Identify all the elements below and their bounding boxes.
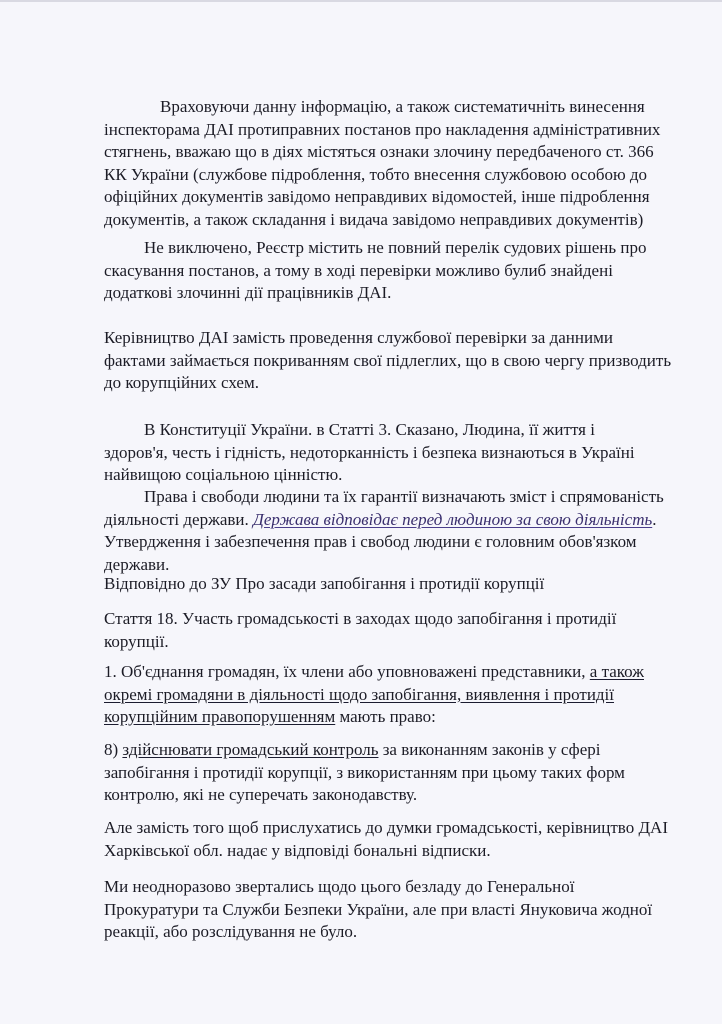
text-line: Ми неодноразово звертались щодо цього безладу до Генеральної <box>104 877 575 896</box>
text-segment: за виконанням законів у сфері <box>378 740 601 759</box>
text-line: Відповідно до ЗУ Про засади запобігання і протидії корупції <box>104 574 545 593</box>
text-segment: 1. Об'єднання громадян, їх члени або уповноважені представники, <box>104 662 590 681</box>
text-line: додаткові злочинні дії працівників ДАІ. <box>104 283 392 302</box>
text-line: реакції, або розслідування не було. <box>104 922 358 941</box>
text-segment: діяльності держави. <box>104 509 254 529</box>
text-line: офіційних документів завідомо неправдивих відомостей, інше підроблення <box>104 187 650 206</box>
text-line: Але замість того щоб прислухатись до думки громадськості, керівництво ДАІ <box>104 818 668 837</box>
text-line: Стаття 18. Участь громадськості в заходах щодо запобігання і протидії <box>104 609 617 628</box>
text-line: Керівництво ДАІ замість проведення службової перевірки за данними <box>104 328 613 347</box>
text-line: Не виключено, Реєстр містить не повний перелік судових рішень про <box>144 238 647 257</box>
paragraph-constitution <box>104 419 684 487</box>
text-segment: . <box>652 509 657 529</box>
text-line: Утвердження і забезпечення прав і свобод людини є головним обов'язком <box>104 532 637 551</box>
text-line: Прокуратури та Служби Безпеки України, але при власті Януковича жодної <box>104 899 653 919</box>
italic-underlined-quote: Держава відповідає перед людиною за свою діяльність <box>253 509 653 529</box>
text-line <box>104 739 684 762</box>
paragraph-clause-1 <box>104 661 684 729</box>
paragraph-law-reference <box>104 573 684 596</box>
paragraph-registry <box>104 237 684 305</box>
text-line <box>104 661 684 684</box>
paragraph-clause-8 <box>104 739 684 807</box>
underlined-text: окремі громадяни в діяльності щодо запобігання, виявлення і протидії <box>104 684 615 704</box>
text-line: запобігання і протидії корупції, з використанням при цьому таких форм <box>104 762 625 782</box>
text-line: найвищою соціальною цінністю. <box>104 465 343 484</box>
text-line: скасування постанов, а тому в ході перевірки можливо булиб знайдені <box>104 260 613 280</box>
underlined-text: здійснювати громадський контроль <box>122 740 379 759</box>
text-line: фактами займається покриванням свої підлеглих, що в свою чергу призводить <box>104 350 672 370</box>
underlined-text: а також <box>589 662 644 681</box>
text-line: інспекторама ДАІ протиправних постанов про накладення адміністративних <box>104 119 661 139</box>
underlined-text: корупційним правопорушенням <box>104 707 336 726</box>
text-line: Права і свободи людини та їх гарантії визначають зміст і спрямованість <box>144 487 664 506</box>
paragraph-appeals <box>104 876 684 944</box>
paragraph-management <box>104 327 684 395</box>
text-line: корупції. <box>104 631 169 651</box>
text-line: стягнень, вважаю що в діях містяться ознаки злочину передбаченого ст. 366 <box>104 142 654 161</box>
text-line: до корупційних схем. <box>104 373 259 392</box>
paragraph-art-366 <box>104 96 684 231</box>
text-line: В Конституції України. в Статті 3. Сказано, Людина, її життя і <box>144 420 595 439</box>
text-line <box>104 509 684 532</box>
text-line <box>104 706 684 729</box>
text-line: контролю, які не суперечать законодавству. <box>104 785 418 804</box>
page-top-edge <box>0 0 722 2</box>
text-line <box>104 684 684 707</box>
text-segment: мають право: <box>335 707 436 726</box>
text-segment: 8) <box>104 740 123 759</box>
text-line: Враховуючи данну інформацію, а також систематичніть винесення <box>160 97 645 116</box>
text-line: документів, а також складання і видача завідомо неправдивих документів) <box>104 209 644 229</box>
text-line: КК України (службове підроблення, тобто внесення службовою особою до <box>104 164 648 184</box>
paragraph-rights <box>104 486 684 576</box>
paragraph-public-opinion <box>104 817 684 862</box>
text-line: здоров'я, честь і гідність, недоторканність і безпека визнаються в Україні <box>104 442 635 462</box>
paragraph-article-18 <box>104 608 684 653</box>
text-line: держави. <box>104 554 170 574</box>
text-line: Харківської обл. надає у відповіді бональні відписки. <box>104 840 491 860</box>
